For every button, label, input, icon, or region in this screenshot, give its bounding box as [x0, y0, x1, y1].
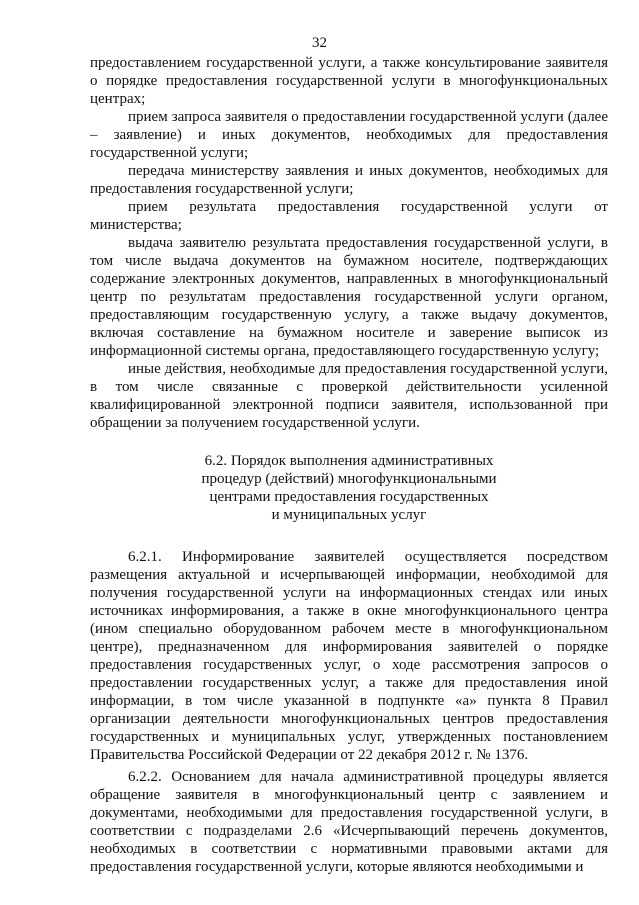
- section-heading-line: процедур (действий) многофункциональными: [201, 471, 497, 487]
- section-heading-line: центрами предоставления государственных: [209, 489, 489, 505]
- section-heading-line: и муниципальных услуг: [271, 507, 427, 523]
- document-body: [90, 54, 608, 876]
- list-item-continuation: предоставлением государственной услуги, а также консультирование заявителя о порядке предоставления государственной услуги в многофункциональных центрах;: [90, 55, 608, 107]
- list-item: выдача заявителю результата предоставления государственной услуги, в том числе выдача документов на бумажном носителе, подтверждающих содержание электронных документов, направленных в многофункциональный центр по результатам предоставления государственной услуги органом, предоставляющим государственную услугу, а также выдачу документов, включая составление на бумажном носителе и заверение выписок из информационной системы органа, предоставляющего государственную услугу;: [90, 235, 608, 359]
- page-number: 32: [312, 35, 327, 51]
- list-item: прием результата предоставления государственной услуги от министерства;: [90, 199, 608, 233]
- list-item: передача министерству заявления и иных документов, необходимых для предоставления государственной услуги;: [90, 163, 608, 197]
- section-heading-line: 6.2. Порядок выполнения административных: [204, 453, 494, 469]
- list-item: прием запроса заявителя о предоставлении государственной услуги (далее – заявление) и иных документов, необходимых для предоставления государственной услуги;: [90, 109, 608, 161]
- paragraph-6-2-1: 6.2.1. Информирование заявителей осуществляется посредством размещения актуальной и исчерпывающей информации, необходимой для получения государственной услуги на информационных стендах или иных источниках информирования, а также в окне многофункционального центра (ином специально оборудованном рабочем месте в многофункциональном центре), предназначенном для информирования заявителей о порядке предоставления государственных услуг, о ходе рассмотрения запросов о предоставлении государственных услуг, а также для предоставления иной информации, в том числе указанной в подпункте «а» пункта 8 Правил организации деятельности многофункциональных центров предоставления государственных и муниципальных услуг, утвержденных постановлением Правительства Российской Федерации от 22 декабря 2012 г. № 1376.: [90, 549, 608, 763]
- paragraph-6-2-2: 6.2.2. Основанием для начала административной процедуры является обращение заявителя в многофункциональный центр с заявлением и документами, необходимыми для предоставления государственной услуги, в соответствии с подразделами 2.6 «Исчерпывающий перечень документов, необходимых в соответствии с нормативными правовыми актами для предоставления государственной услуги, которые являются необходимыми и: [90, 769, 608, 875]
- section-heading: [90, 452, 608, 524]
- list-item: иные действия, необходимые для предоставления государственной услуги, в том числе связанные с проверкой действительности усиленной квалифицированной электронной подписи заявителя, использованной при обращении за получением государственной услуги.: [90, 361, 608, 431]
